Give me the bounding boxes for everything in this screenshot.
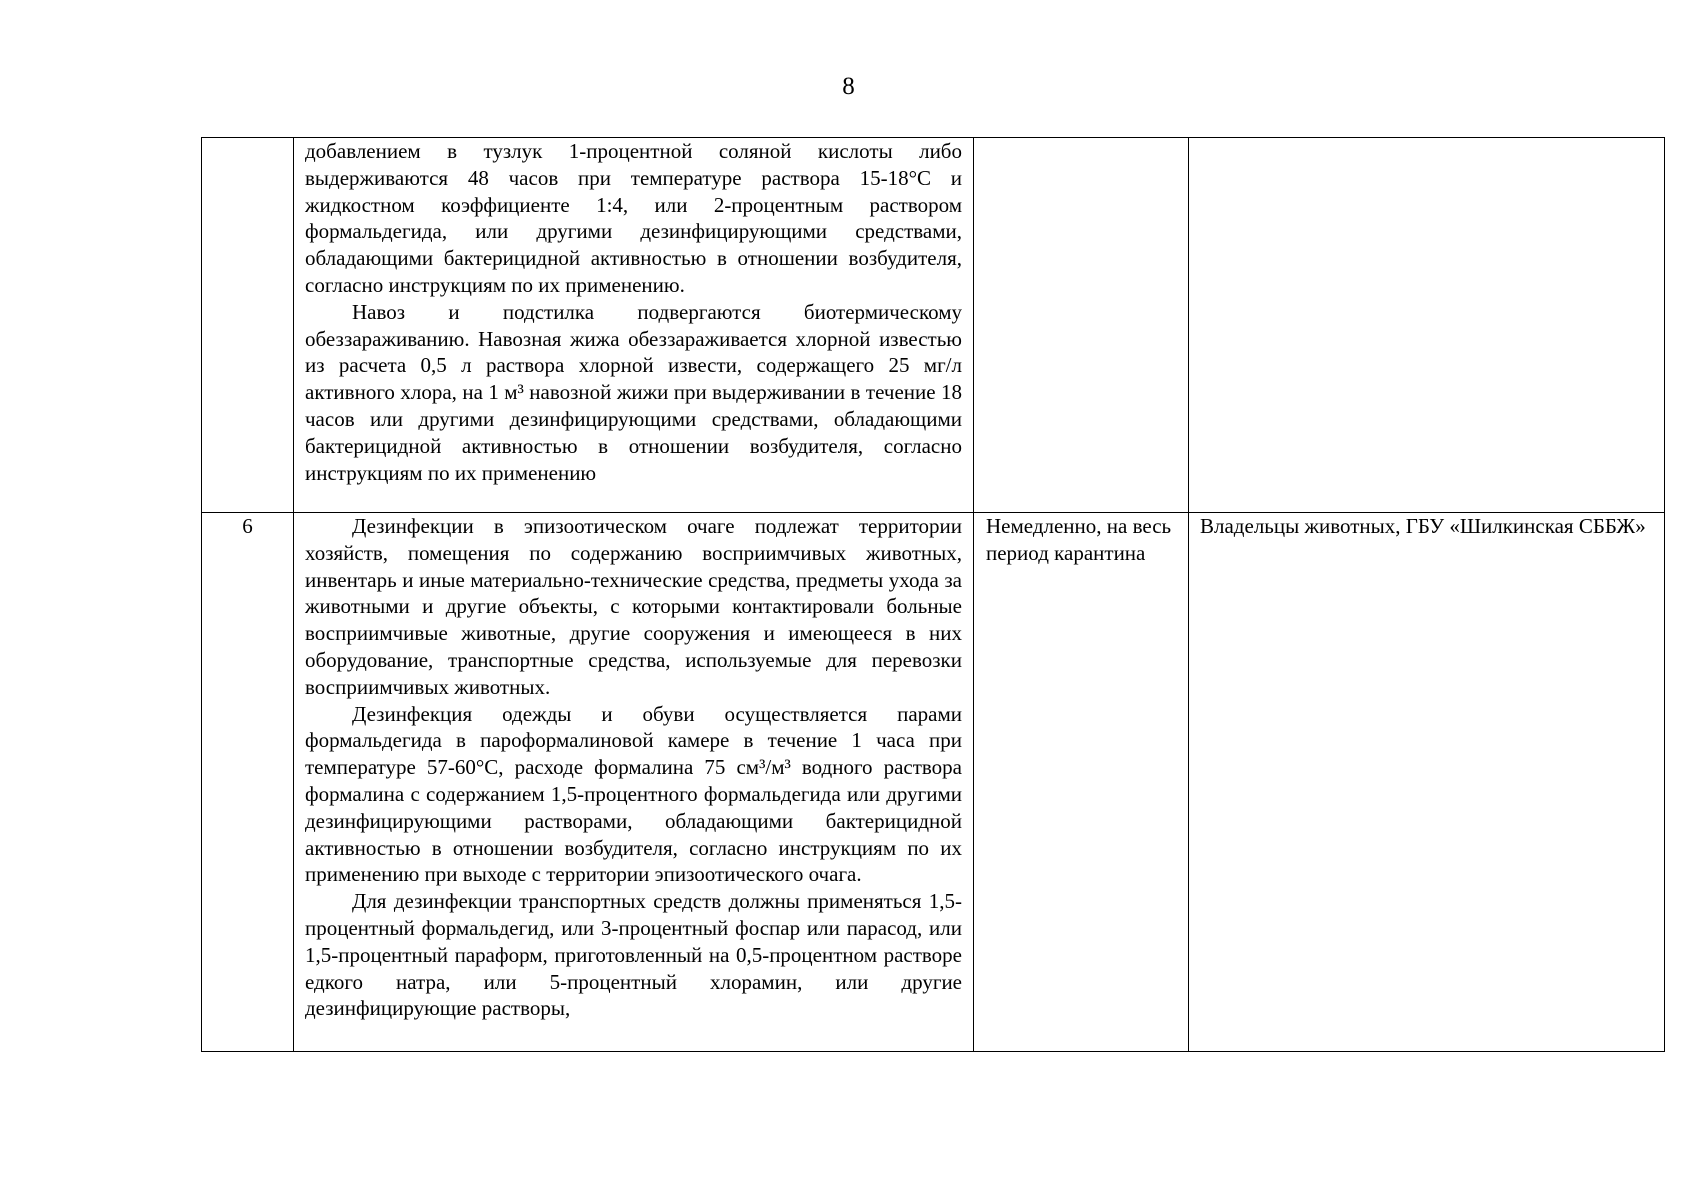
- responsible-cell: [1189, 138, 1665, 513]
- paragraph: Навоз и подстилка подвергаются биотермическому обеззараживанию. Навозная жижа обеззараживается хлорной известью из расчета 0,5 л раствора хлорной извести, содержащего 25 мг/л активного хлора, на 1 м³ навозной жижи при выдерживании в течение 18 часов или другими дезинфицирующими средствами, обладающими бактерицидной активностью в отношении возбудителя, согласно инструкциям по их применению: [305, 299, 962, 485]
- responsible-text: Владельцы животных, ГБУ «Шилкинская СББЖ»: [1200, 514, 1646, 538]
- table-row: [202, 138, 1665, 513]
- paragraph: Дезинфекция одежды и обуви осуществляется парами формальдегида в пароформалиновой камере в течение 1 часа при температуре 57-60°С, расходе формалина 75 см³/м³ водного раствора формалина с содержанием 1,5-процентного формальдегида или другими дезинфицирующими растворами, обладающими бактерицидной активностью в отношении возбудителя, согласно инструкциям по их применению при выходе с территории эпизоотического очага.: [305, 701, 962, 887]
- paragraph: добавлением в тузлук 1-процентной соляной кислоты либо выдерживаются 48 часов при температуре раствора 15-18°С и жидкостном коэффициенте 1:4, или 2-процентным раствором формальдегида, или другими дезинфицирующими средствами, обладающими бактерицидной активностью в отношении возбудителя, согласно инструкциям по их применению.: [305, 139, 962, 297]
- table-row: [202, 513, 1665, 1052]
- row-number-cell: [202, 138, 294, 513]
- deadline-cell: [974, 138, 1189, 513]
- deadline-cell: Немедленно, на весь период карантина: [974, 513, 1189, 1052]
- measure-content-cell: [294, 513, 974, 1052]
- paragraph: Для дезинфекции транспортных средств должны применяться 1,5-процентный формальдегид, или 3-процентный фоспар или парасод, или 1,5-процентный параформ, приготовленный на 0,5-процентном растворе едкого натра, или 5-процентный хлорамин, или другие дезинфицирующие растворы,: [305, 889, 962, 1021]
- responsible-cell: [1189, 513, 1665, 1052]
- page-number: 8: [842, 73, 855, 100]
- measures-table: [201, 137, 1665, 1052]
- paragraph: Дезинфекции в эпизоотическом очаге подлежат территории хозяйств, помещения по содержанию восприимчивых животных, инвентарь и иные материально-технические средства, предметы ухода за животными и другие объекты, с которыми контактировали больные восприимчивые животные, другие сооружения и имеющееся в них оборудование, транспортные средства, используемые для перевозки восприимчивых животных.: [305, 514, 962, 699]
- row-number-cell: 6: [202, 513, 294, 1052]
- measure-content-cell: [294, 138, 974, 513]
